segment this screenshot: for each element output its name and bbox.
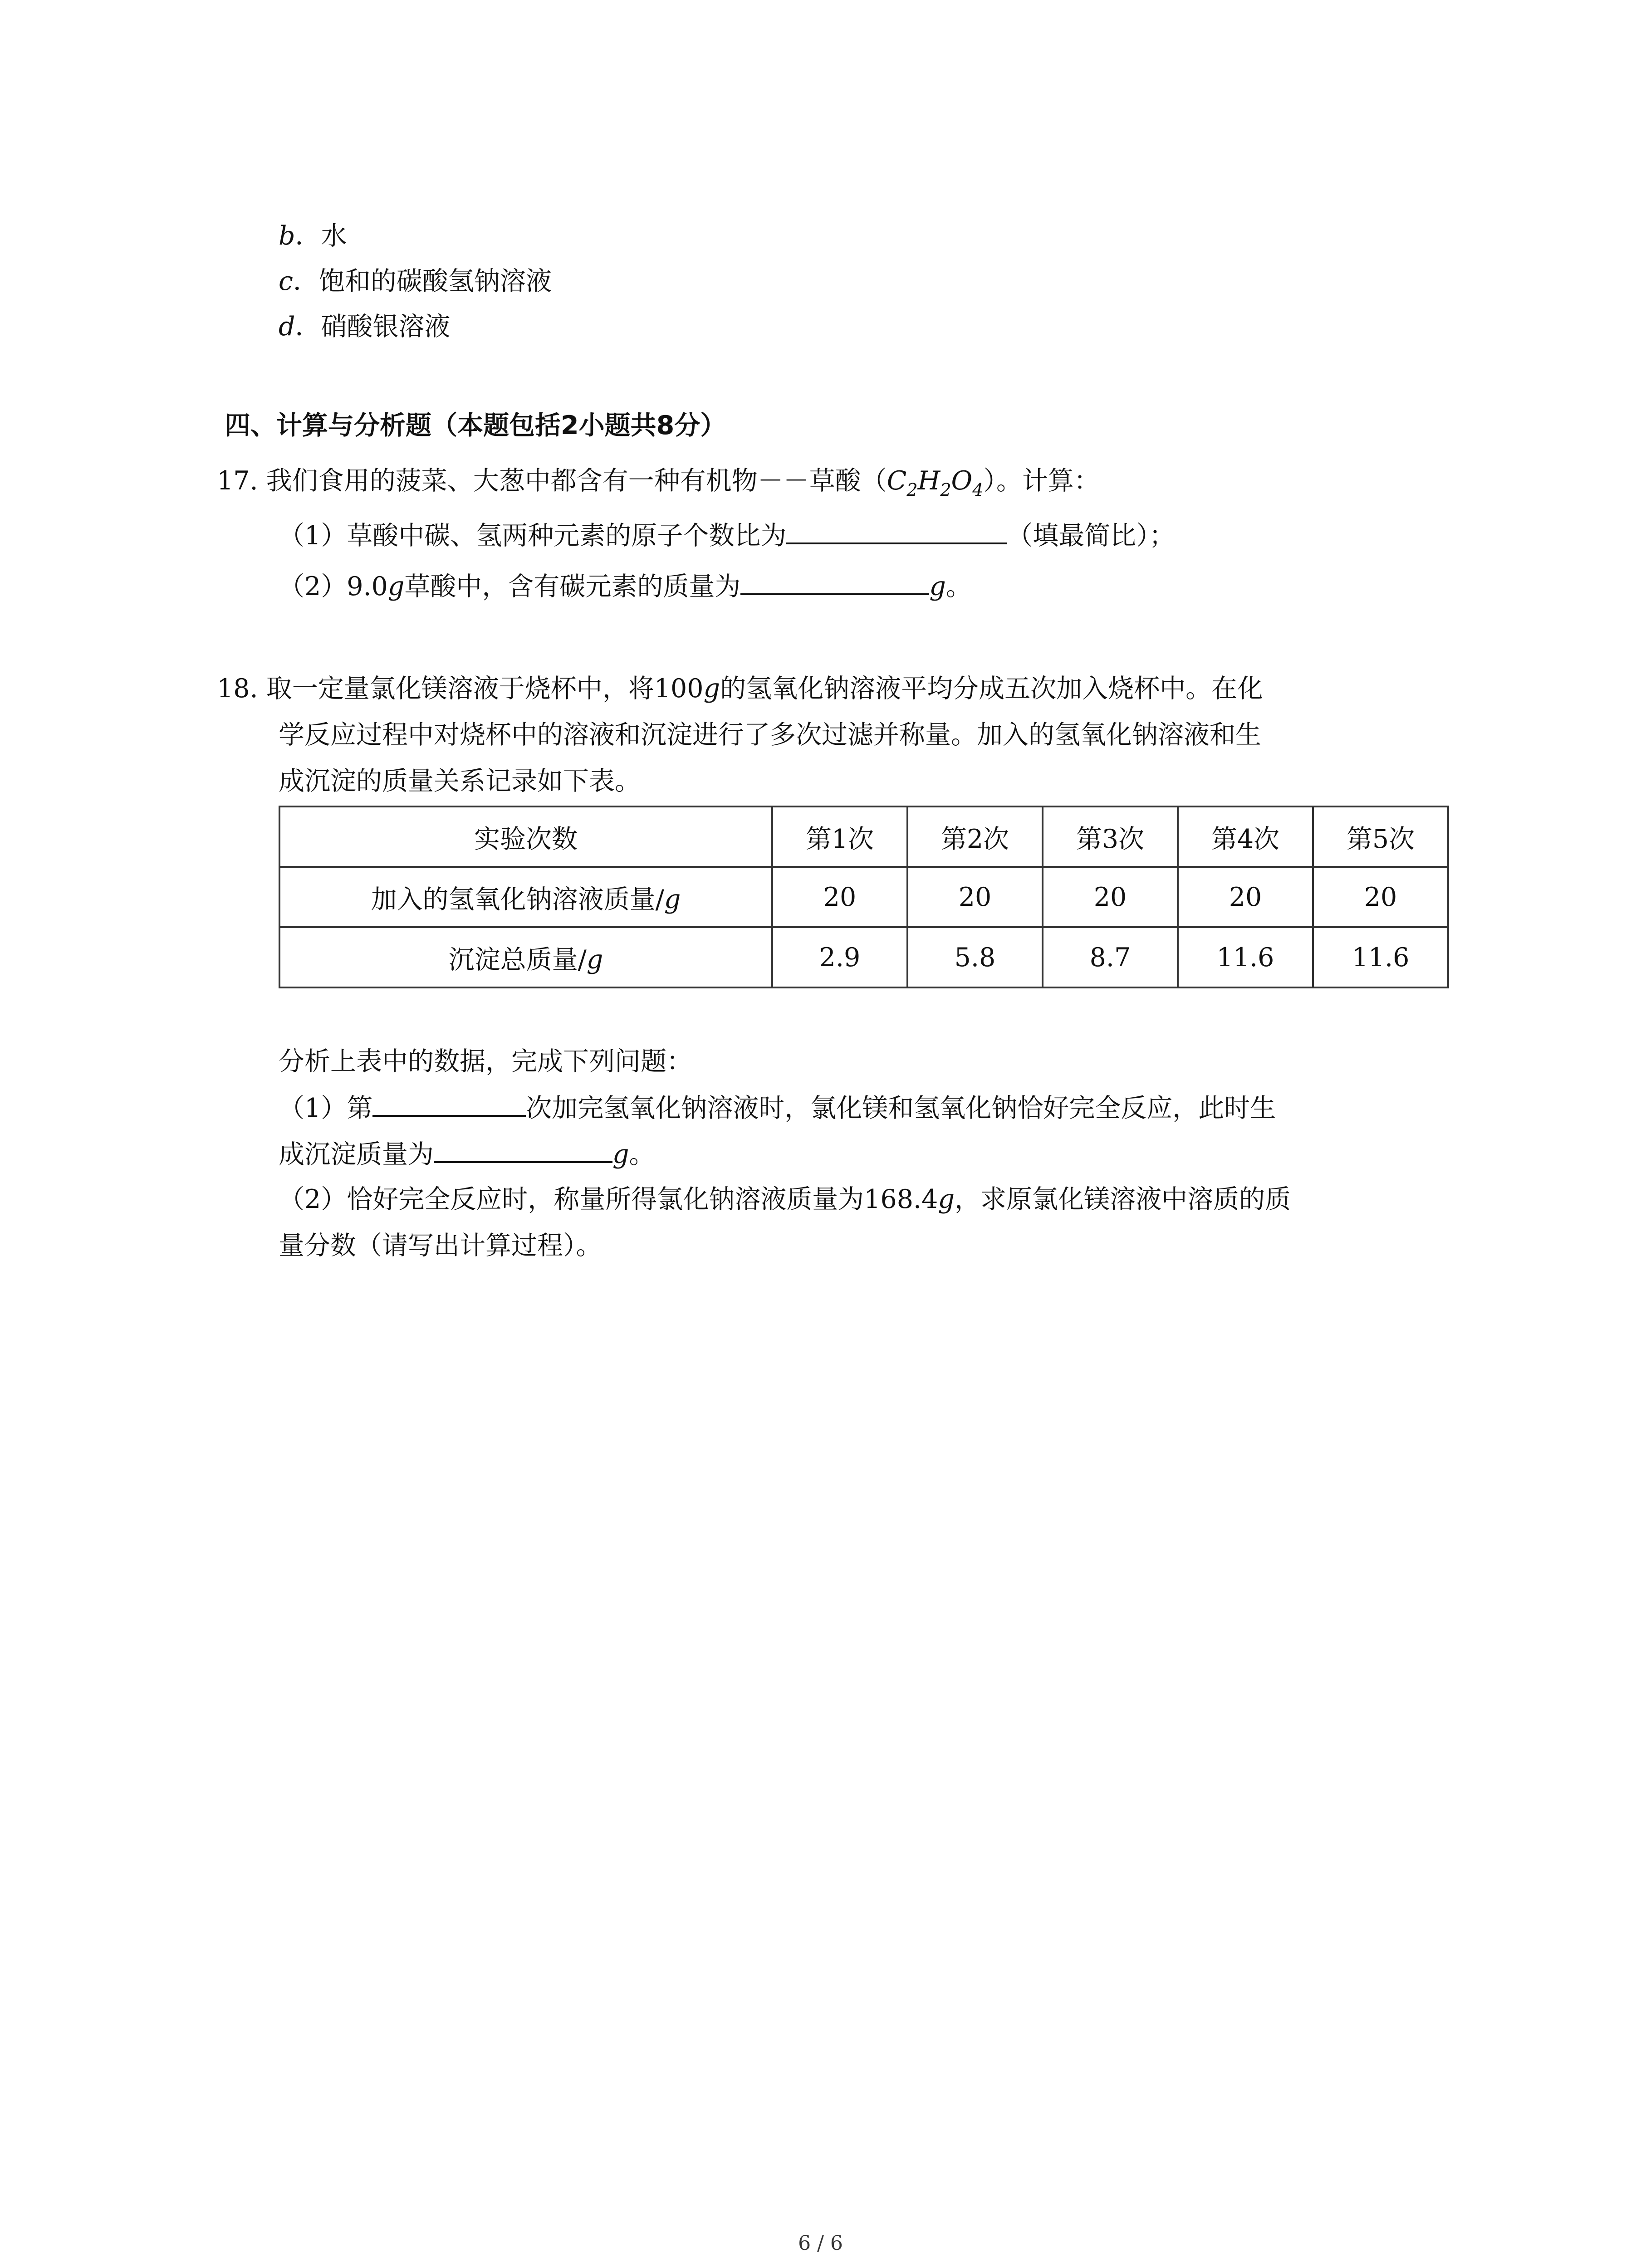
table-cell: 11.6 — [1178, 927, 1313, 987]
row-label-unit: g — [664, 884, 681, 914]
q17-part2-post-unit: g — [929, 572, 946, 601]
table-header-row — [279, 807, 1448, 867]
data-table — [279, 806, 1449, 988]
q17-part2-mid: 草酸中，含有碳元素的质量为 — [404, 572, 741, 601]
q17-part2-pre: （2）9.0 — [279, 572, 388, 601]
q18-part1-line2-text: 成沉淀质量为 — [279, 1139, 434, 1169]
q17-stem-text: 我们食用的菠菜、大葱中都含有一种有机物－－草酸（ — [266, 466, 887, 496]
q18-answer-blank-2[interactable] — [434, 1136, 612, 1163]
table-cell: 2.9 — [772, 927, 907, 987]
option-d — [279, 308, 451, 345]
option-text: ．水 — [295, 221, 347, 251]
formula-c: C — [887, 466, 907, 496]
table-row — [279, 927, 1448, 987]
formula-o: O — [951, 466, 973, 496]
table-cell: 20 — [1043, 867, 1178, 927]
q17-stem — [217, 463, 1100, 502]
table-header-cell: 第4次 — [1178, 807, 1313, 867]
q18-part2-post: ，求原氯化镁溶液中溶质的质 — [954, 1184, 1291, 1214]
q18-part1-unit: g — [612, 1139, 629, 1169]
table-row-label — [279, 927, 772, 987]
table-cell: 20 — [1313, 867, 1448, 927]
formula-c-sub: 2 — [906, 480, 918, 500]
q17-answer-blank-2[interactable] — [740, 568, 929, 595]
q18-part2-line1 — [279, 1181, 1291, 1217]
q18-part1-end: 。 — [629, 1139, 655, 1169]
table-cell: 11.6 — [1313, 927, 1448, 987]
table-header-label: 实验次数 — [279, 807, 772, 867]
q18-line1-unit: g — [703, 674, 720, 704]
table-header-cell: 第3次 — [1043, 807, 1178, 867]
q18-number: 18. — [217, 674, 258, 704]
table-cell: 8.7 — [1043, 927, 1178, 987]
row-label-text: 加入的氢氧化钠溶液质量/ — [371, 884, 664, 914]
table-cell: 5.8 — [907, 927, 1043, 987]
formula-h: H — [917, 466, 941, 496]
table-row-label — [279, 867, 772, 927]
q18-line1 — [217, 670, 1263, 707]
q17-number: 17. — [217, 466, 258, 496]
table-row — [279, 867, 1448, 927]
q17-part1 — [279, 517, 1175, 554]
q18-part1-pre: （1）第 — [279, 1093, 373, 1123]
q18-part1-post: 次加完氢氧化钠溶液时，氯化镁和氢氧化钠恰好完全反应，此时生 — [526, 1093, 1276, 1123]
table-cell: 20 — [772, 867, 907, 927]
option-b — [279, 218, 347, 254]
q18-part1-line2 — [279, 1136, 655, 1173]
option-letter: b — [279, 221, 295, 251]
page-number: 6 / 6 — [798, 2232, 843, 2255]
table-cell: 20 — [1178, 867, 1313, 927]
q18-line1-post: 的氢氧化钠溶液平均分成五次加入烧杯中。在化 — [720, 674, 1264, 704]
q17-part2 — [279, 568, 972, 605]
row-label-unit: g — [586, 944, 603, 975]
q18-answer-blank-1[interactable] — [372, 1090, 526, 1117]
q18-part2-unit: g — [938, 1184, 955, 1214]
row-label-text: 沉淀总质量/ — [448, 944, 587, 975]
q17-stem-end: ）。计算： — [983, 466, 1100, 496]
q17-part1-pre: （1）草酸中碳、氢两种元素的原子个数比为 — [279, 521, 787, 551]
q18-analysis: 分析上表中的数据，完成下列问题： — [279, 1046, 692, 1076]
table-header-cell: 第2次 — [907, 807, 1043, 867]
q18-line2: 学反应过程中对烧杯中的溶液和沉淀进行了多次过滤并称量。加入的氢氧化钠溶液和生 — [279, 720, 1261, 750]
formula-h-sub: 2 — [940, 480, 951, 500]
q17-part2-unit: g — [387, 572, 405, 601]
q18-line1-pre: 取一定量氯化镁溶液于烧杯中，将100 — [266, 674, 704, 704]
section-title: 四、计算与分析题（本题包括2小题共8分） — [225, 411, 726, 440]
q17-part2-end: 。 — [945, 572, 972, 601]
option-text: ．饱和的碳酸氢钠溶液 — [293, 266, 552, 296]
q18-line3: 成沉淀的质量关系记录如下表。 — [279, 766, 641, 796]
q18-part1-line1 — [279, 1090, 1276, 1126]
table-header-cell: 第5次 — [1313, 807, 1448, 867]
option-text: ．硝酸银溶液 — [295, 312, 451, 342]
option-c — [279, 263, 552, 299]
table-header-cell: 第1次 — [772, 807, 907, 867]
q17-part1-post: （填最简比）； — [1007, 521, 1175, 551]
table-cell: 20 — [907, 867, 1043, 927]
q18-part2-pre: （2）恰好完全反应时，称量所得氯化钠溶液质量为168.4 — [279, 1184, 938, 1214]
q18-part2-line2: 量分数（请写出计算过程）。 — [279, 1231, 602, 1261]
formula-o-sub: 4 — [972, 480, 984, 500]
option-letter: c — [279, 266, 293, 296]
option-letter: d — [279, 312, 295, 342]
q17-answer-blank-1[interactable] — [786, 517, 1007, 544]
